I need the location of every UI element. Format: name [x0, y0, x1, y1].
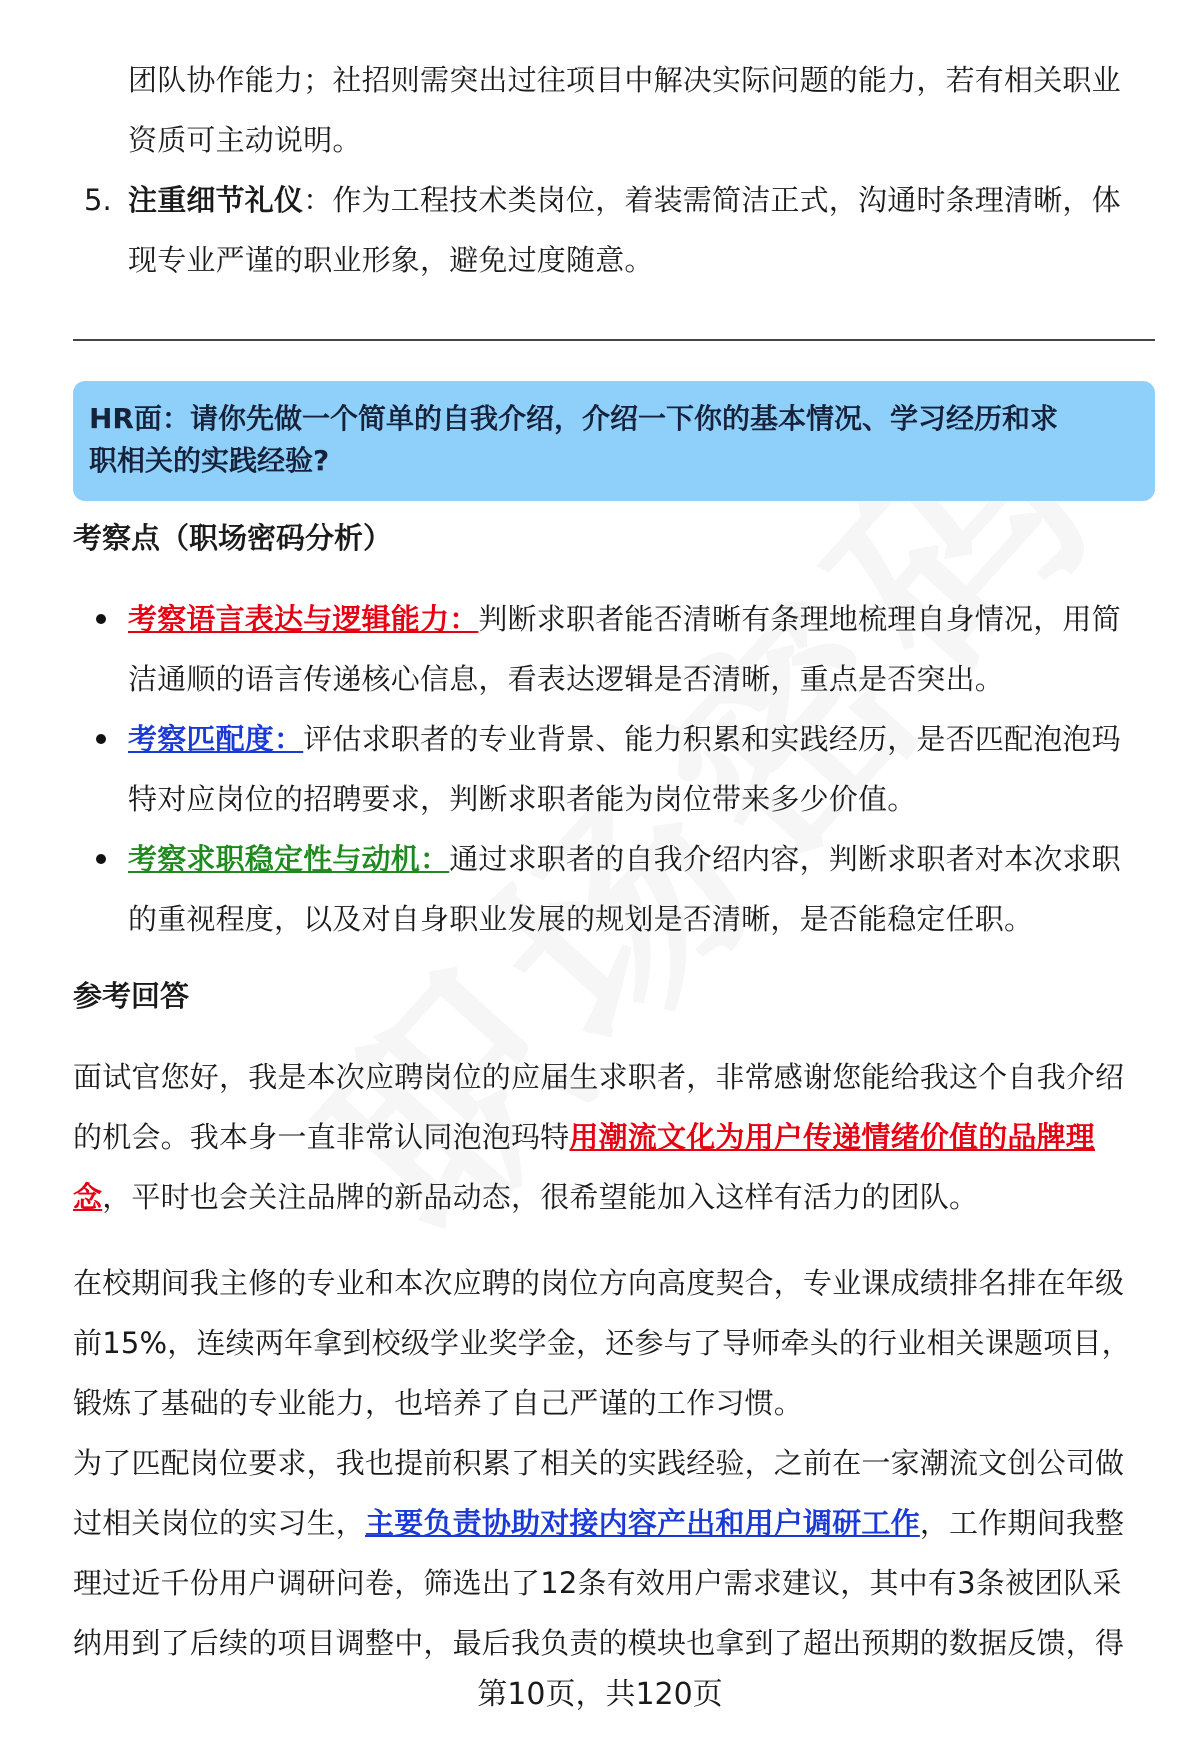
- answer-text-segment: 过相关岗位的实习生，: [73, 1506, 366, 1540]
- point-label: 考察语言表达与逻辑能力：: [128, 602, 479, 636]
- bullet-icon: [96, 734, 106, 744]
- point-text: 特对应岗位的招聘要求，判断求职者能为岗位带来多少价值。: [128, 782, 917, 816]
- continuation-line: 团队协作能力；社招则需突出过往项目中解决实际问题的能力，若有相关职业: [128, 63, 1121, 97]
- list-item-title: 注重细节礼仪: [128, 183, 304, 217]
- answer-text: 为了匹配岗位要求，我也提前积累了相关的实践经验，之前在一家潮流文创公司做: [73, 1446, 1125, 1480]
- answer-text: 理过近千份用户调研问卷，筛选出了12条有效用户需求建议，其中有3条被团队采: [73, 1566, 1122, 1600]
- point-item: [128, 709, 1148, 769]
- answer-text-segment: ，工作期间我整: [919, 1506, 1125, 1540]
- answer-text: 纳用到了后续的项目调整中，最后我负责的模块也拿到了超出预期的数据反馈，得: [73, 1626, 1125, 1660]
- answer-text: 面试官您好，我是本次应聘岗位的应届生求职者，非常感谢您能给我这个自我介绍: [73, 1060, 1125, 1094]
- point-label: 考察求职稳定性与动机：: [128, 842, 450, 876]
- point-text: 洁通顺的语言传递核心信息，看表达逻辑是否清晰，重点是否突出。: [128, 662, 1005, 696]
- question-text: HR面：请你先做一个简单的自我介绍，介绍一下你的基本情况、学习经历和求: [89, 402, 1058, 435]
- answer-heading: 参考回答: [73, 979, 190, 1013]
- section-divider: [73, 339, 1155, 341]
- bullet-icon: [96, 854, 106, 864]
- answer-text: 在校期间我主修的专业和本次应聘的岗位方向高度契合，专业课成绩排名排在年级: [73, 1266, 1125, 1300]
- points-heading: 考察点（职场密码分析）: [73, 521, 393, 555]
- point-item: [128, 589, 1148, 649]
- answer-text-segment: ，平时也会关注品牌的新品动态，很希望能加入这样有活力的团队。: [102, 1180, 979, 1214]
- list-item-text: 现专业严谨的职业形象，避免过度随意。: [128, 243, 654, 277]
- list-item-text: ：作为工程技术类岗位，着装需简洁正式，沟通时条理清晰，体: [303, 183, 1121, 217]
- question-text: 职相关的实践经验?: [89, 444, 330, 477]
- continuation-line: 资质可主动说明。: [128, 123, 362, 157]
- answer-highlight: 念: [73, 1180, 103, 1214]
- answer-text: 锻炼了基础的专业能力，也培养了自己严谨的工作习惯。: [73, 1386, 804, 1420]
- answer-text: 前15%，连续两年拿到校级学业奖学金，还参与了导师牵头的行业相关课题项目，: [73, 1326, 1131, 1360]
- answer-text: [73, 1493, 1153, 1553]
- answer-highlight: 主要负责协助对接内容产出和用户调研工作: [365, 1506, 920, 1540]
- point-text: 的重视程度，以及对自身职业发展的规划是否清晰，是否能稳定任职。: [128, 902, 1034, 936]
- answer-text: [73, 1167, 1153, 1227]
- answer-highlight: 用潮流文化为用户传递情绪价值的品牌理: [569, 1120, 1096, 1154]
- list-number: 5.: [84, 183, 112, 217]
- question-box: [73, 381, 1155, 501]
- point-item: [128, 829, 1148, 889]
- list-item-5: [128, 170, 1148, 230]
- point-label: 考察匹配度：: [128, 722, 304, 756]
- answer-text-segment: 的机会。我本身一直非常认同泡泡玛特: [73, 1120, 570, 1154]
- bullet-icon: [96, 614, 106, 624]
- answer-text: [73, 1107, 1153, 1167]
- page-number: 第10页，共120页: [477, 1677, 723, 1712]
- point-text: 通过求职者的自我介绍内容，判断求职者对本次求职: [449, 842, 1121, 876]
- point-text: 判断求职者能否清晰有条理地梳理自身情况，用简: [478, 602, 1121, 636]
- point-text: 评估求职者的专业背景、能力积累和实践经历，是否匹配泡泡玛: [303, 722, 1121, 756]
